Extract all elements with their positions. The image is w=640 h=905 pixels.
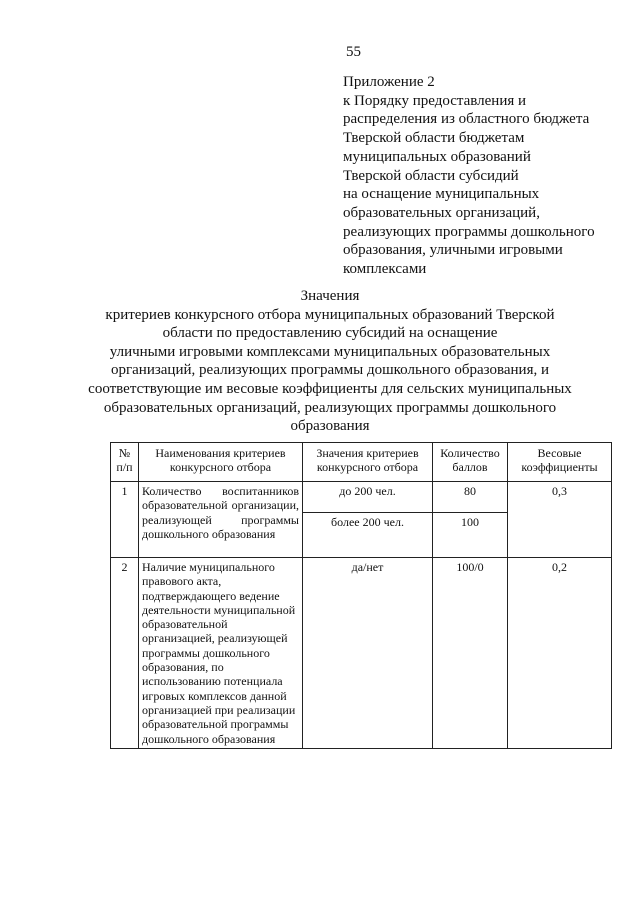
appendix-line: распределения из областного бюджета — [343, 111, 590, 128]
heading-line: образовательных организаций, реализующих программы дошкольного — [103, 399, 557, 416]
appendix-line: реализующих программы дошкольного — [343, 223, 595, 240]
heading-line: области по предоставлению субсидий на оснащение — [162, 325, 498, 342]
appendix-line: к Порядку предоставления и — [343, 92, 527, 109]
cell-points: 100 — [433, 513, 508, 558]
heading-line: образования — [290, 418, 370, 435]
cell-value: более 200 чел. — [303, 513, 433, 558]
heading-line: критериев конкурсного отбора муниципальных образований Тверской — [105, 306, 555, 323]
cell-criterion-name: Наличие муниципального правового акта, подтверждающего ведение деятельности муниципальной образовательной организацией, реализующей программы дошкольного образования, по использованию потенциала игровых комплексов данной организацией при реализации образовательной программы дошкольного образования — [139, 558, 303, 749]
cell-criterion-name: Количество воспитанников образовательной организации, реализующей программы дошкольного образования — [139, 482, 303, 558]
cell-weight: 0,2 — [508, 558, 612, 749]
header-points: Количество баллов — [433, 443, 508, 482]
cell-points: 100/0 — [433, 558, 508, 749]
page-number: 55 — [346, 44, 361, 60]
document-heading — [80, 287, 580, 436]
appendix-line: образования, уличными игровыми — [343, 242, 563, 259]
appendix-line: комплексами — [343, 261, 427, 278]
appendix-line: образовательных организаций, — [343, 204, 540, 221]
header-values: Значения критериев конкурсного отбора — [303, 443, 433, 482]
cell-num: 2 — [111, 558, 139, 749]
criteria-table — [110, 442, 612, 749]
table-row — [111, 558, 612, 749]
appendix-line: на оснащение муниципальных — [343, 186, 540, 203]
heading-line: организаций, реализующих программы дошкольного образования, и — [110, 362, 549, 379]
heading-line: соответствующие им весовые коэффициенты для сельских муниципальных — [88, 380, 572, 397]
cell-weight: 0,3 — [508, 482, 612, 558]
appendix-block — [343, 73, 595, 279]
cell-num: 1 — [111, 482, 139, 558]
table-header-row — [111, 443, 612, 482]
header-num: № п/п — [111, 443, 139, 482]
appendix-line: Тверской области бюджетам — [343, 130, 525, 147]
cell-points: 80 — [433, 482, 508, 513]
heading-line: уличными игровыми комплексами муниципальных образовательных — [109, 343, 551, 360]
table-row — [111, 482, 612, 513]
appendix-line: муниципальных образований — [343, 148, 531, 165]
cell-value: до 200 чел. — [303, 482, 433, 513]
heading-line: Значения — [300, 288, 360, 304]
appendix-line: Тверской области субсидий — [343, 167, 519, 184]
header-name: Наименования критериев конкурсного отбора — [139, 443, 303, 482]
cell-value: да/нет — [303, 558, 433, 749]
header-weights: Весовые коэффициенты — [508, 443, 612, 482]
appendix-line: Приложение 2 — [343, 74, 435, 90]
